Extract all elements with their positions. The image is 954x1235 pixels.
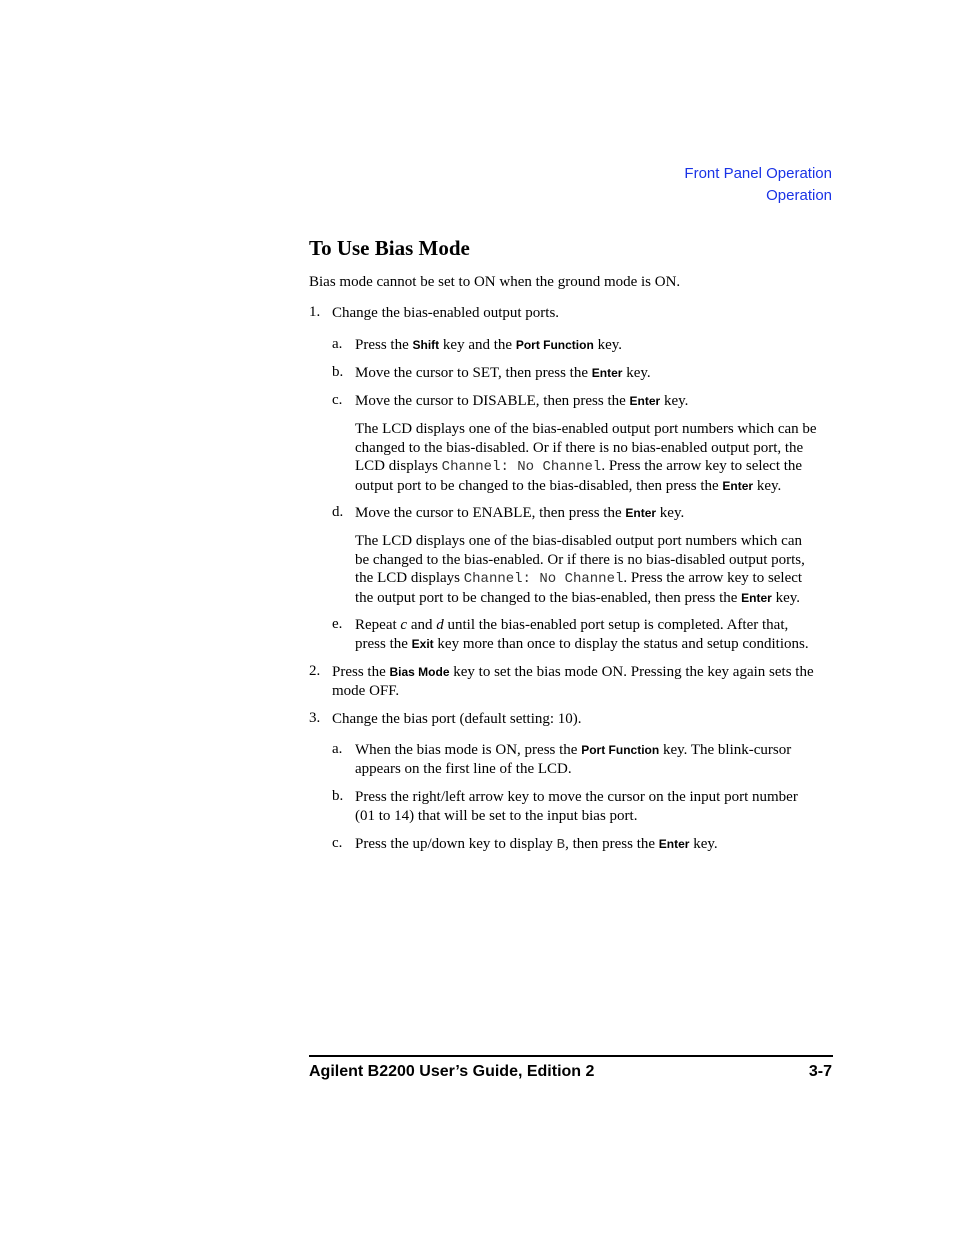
step-1c-label: c. [332,392,343,408]
step-3c-label: c. [332,835,343,851]
step-1c-text: Move the cursor to DISABLE, then press the Enter key. [355,393,689,409]
step-3a-text: When the bias mode is ON, press the Port Function key. The blink-cursor appears on the first line of the LCD. [355,742,792,777]
footer-guide-title: Agilent B2200 User’s Guide, Edition 2 [309,1063,595,1080]
footer-page-number: 3-7 [808,1063,832,1080]
step-1b-text: Move the cursor to SET, then press the Enter key. [355,365,651,381]
step-3a-label: a. [332,741,343,757]
step-1-number: 1. [309,304,321,320]
enter-key-label: Enter [741,590,772,605]
header-subsection-title: Operation [766,187,832,204]
shift-key-label: Shift [412,338,440,352]
step-1-text: Change the bias-enabled output ports. [332,305,560,321]
page-title: To Use Bias Mode [309,236,470,260]
step-1e-text: Repeat c and d until the bias-enabled port setup is completed. After that, press the Exit key more than once to display the status and setup conditions. [355,617,809,652]
step-3b-label: b. [332,788,344,804]
port-function-key-label: Port Function [581,743,660,757]
step-1a-label: a. [332,336,343,352]
step-1d-text: Move the cursor to ENABLE, then press the Enter key. [355,505,685,521]
port-function-key-label: Port Function [515,338,594,352]
enter-key-label: Enter [629,394,661,408]
intro-paragraph: Bias mode cannot be set to ON when the ground mode is ON. [309,274,681,290]
step-3-number: 3. [309,710,321,726]
enter-key-label: Enter [625,506,657,520]
step-2-text: Press the Bias Mode key to set the bias mode ON. Pressing the key again sets the mode OFF. [332,664,814,699]
lcd-b-text: B [556,837,566,853]
step-2-number: 2. [309,663,321,679]
step-1e-label: e. [332,616,343,632]
step-1d-note: The LCD displays one of the bias-disabled output port numbers which can be changed to the bias-enabled. Or if there is no bias-disabled output ports, the LCD displays Channel: No Channel. Press the arrow key to select the output port to be changed to the bias-enabled, then press the Enter key. [355,533,805,606]
enter-key-label: Enter [591,366,623,380]
enter-key-label: Enter [658,837,690,851]
lcd-no-channel-text: Channel: No Channel [463,571,624,587]
step-1d-label: d. [332,504,344,520]
exit-key-label: Exit [411,636,434,651]
step-1a-text: Press the Shift key and the Port Function key. [355,337,622,353]
bias-mode-key-label: Bias Mode [389,665,450,679]
step-3c-text: Press the up/down key to display B, then press the Enter key. [355,836,718,853]
step-3b-text: Press the right/left arrow key to move the cursor on the input port number (01 to 14) that will be set to the input bias port. [355,789,798,824]
step-1b-label: b. [332,364,344,380]
step-3-text: Change the bias port (default setting: 10). [332,711,582,727]
step-1c-note: The LCD displays one of the bias-enabled output port numbers which can be changed to the bias-disabled. Or if there is no bias-enabled output port, the LCD displays Channel: No Channel. Press the arrow key to select the output port to be changed to the bias-disabled, then press the Enter key. [355,421,817,494]
header-section-title: Front Panel Operation [684,165,832,182]
enter-key-label: Enter [722,478,754,493]
lcd-no-channel-text: Channel: No Channel [441,459,602,475]
footer-rule [309,1055,833,1057]
